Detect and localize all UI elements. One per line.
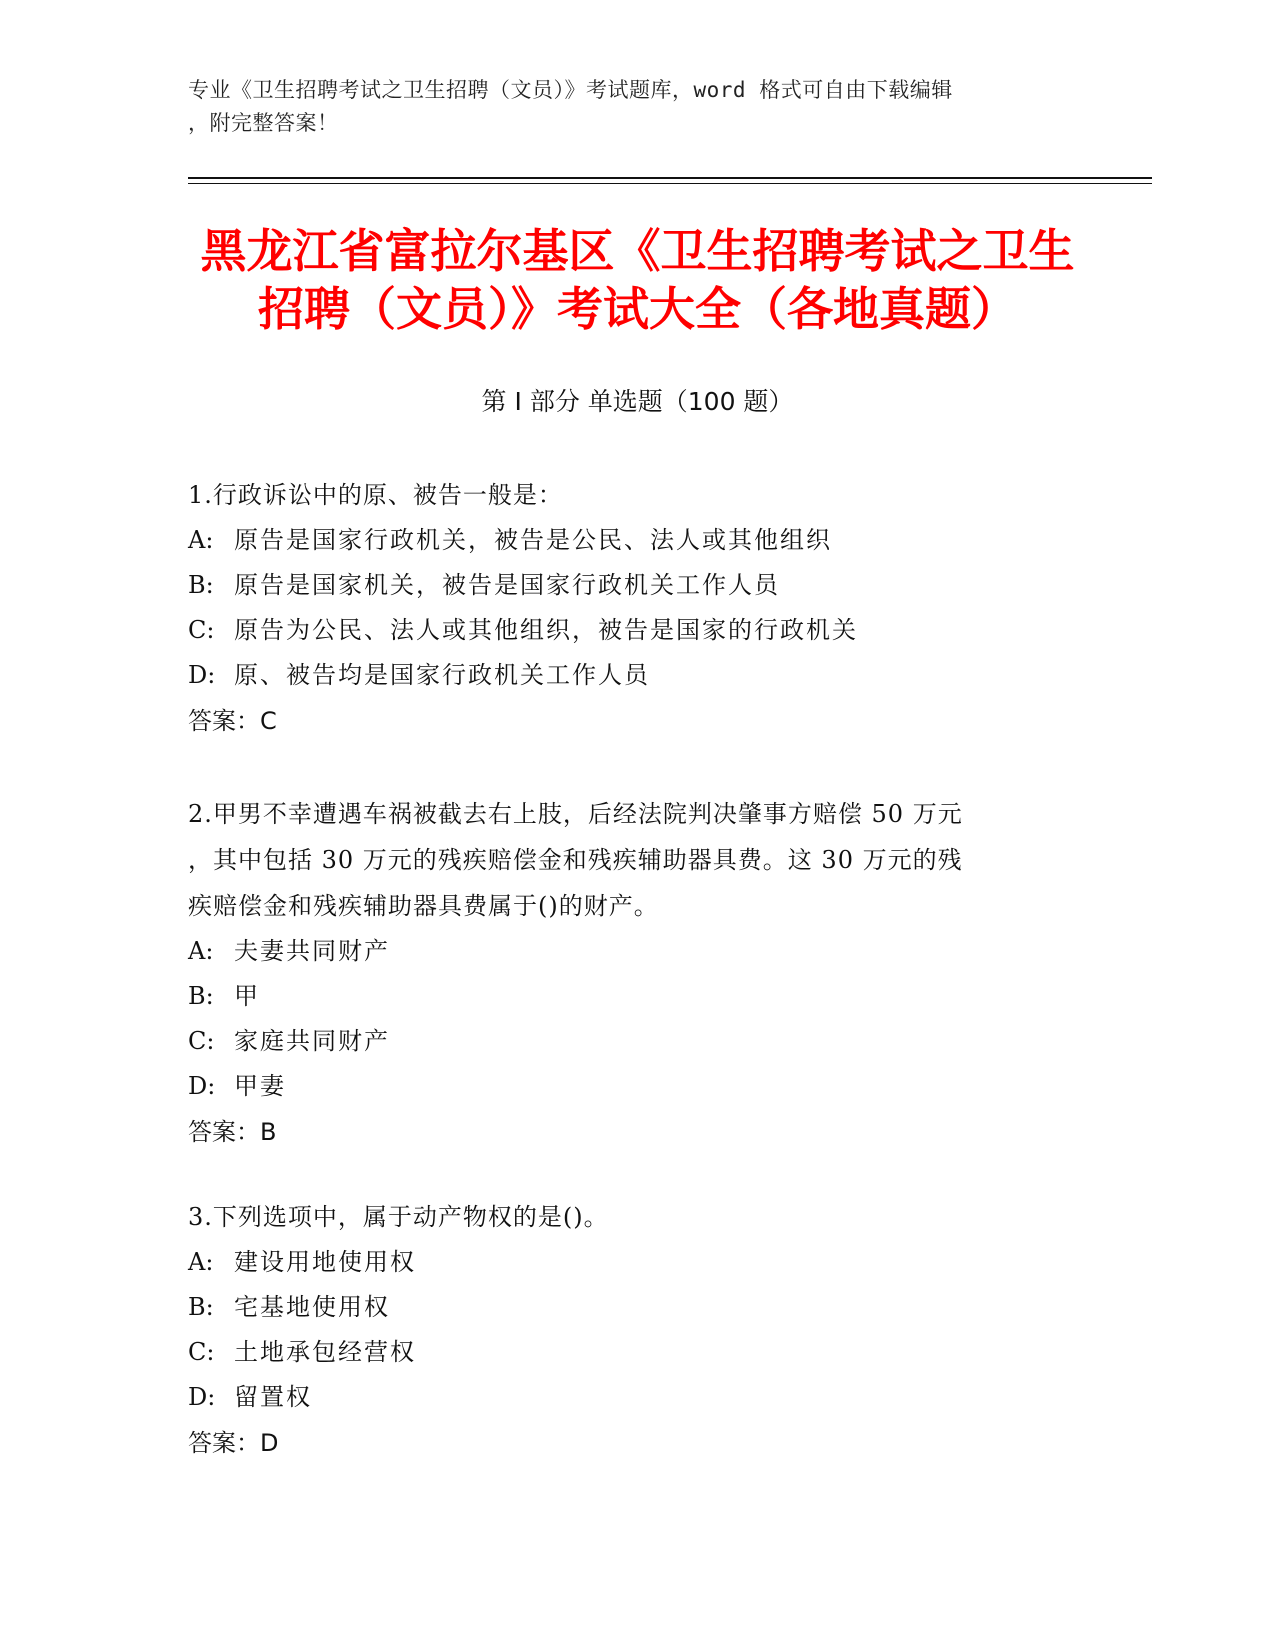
question-3 [188, 1194, 1088, 1466]
question-stem-line: 疾赔偿金和残疾辅助器具费属于()的财产。 [188, 892, 659, 920]
question-stem: 1.行政诉讼中的原、被告一般是： [188, 481, 563, 509]
option-d [188, 653, 1088, 698]
option-b [188, 1285, 1088, 1330]
option-letter: A: [188, 526, 214, 554]
option-letter: B: [188, 1293, 214, 1321]
intro-line: 专业《卫生招聘考试之卫生招聘（文员）》考试题库，word 格式可自由下载编辑 [188, 78, 953, 102]
intro-line: ，附完整答案！ [188, 111, 339, 135]
option-text: 土地承包经营权 [234, 1338, 416, 1366]
option-letter: B: [188, 982, 214, 1010]
option-b [188, 974, 1088, 1019]
title-line: 招聘（文员）》考试大全（各地真题） [258, 282, 1017, 336]
option-text: 宅基地使用权 [234, 1293, 390, 1321]
option-c [188, 608, 1088, 653]
intro-text [188, 74, 1068, 140]
option-letter: D: [188, 1383, 216, 1411]
question-2 [188, 791, 1088, 1155]
header-rule-thin [188, 183, 1152, 184]
option-text: 原告为公民、法人或其他组织，被告是国家的行政机关 [234, 616, 858, 644]
option-letter: C: [188, 1027, 215, 1055]
answer: 答案：D [188, 1429, 279, 1457]
answer: 答案：C [188, 707, 277, 735]
question-stem-line: 2.甲男不幸遭遇车祸被截去右上肢，后经法院判决肇事方赔偿 50 万元 [188, 800, 963, 828]
option-d [188, 1064, 1088, 1109]
option-text: 原告是国家行政机关，被告是公民、法人或其他组织 [234, 526, 832, 554]
option-letter: C: [188, 616, 215, 644]
option-c [188, 1330, 1088, 1375]
option-letter: D: [188, 661, 216, 689]
option-letter: D: [188, 1072, 216, 1100]
option-text: 甲 [234, 982, 260, 1010]
header-rule-thick [188, 177, 1152, 179]
document-title [150, 222, 1125, 338]
option-text: 建设用地使用权 [234, 1248, 416, 1276]
answer: 答案：B [188, 1118, 277, 1146]
question-stem: 3.下列选项中，属于动产物权的是()。 [188, 1203, 609, 1231]
option-text: 夫妻共同财产 [234, 937, 390, 965]
option-a [188, 518, 1088, 563]
option-letter: B: [188, 571, 214, 599]
question-1 [188, 472, 1088, 744]
option-text: 原、被告均是国家行政机关工作人员 [234, 661, 650, 689]
option-a [188, 1240, 1088, 1285]
option-letter: A: [188, 1248, 214, 1276]
option-d [188, 1375, 1088, 1420]
option-c [188, 1019, 1088, 1064]
option-b [188, 563, 1088, 608]
option-a [188, 929, 1088, 974]
question-stem-line: ，其中包括 30 万元的残疾赔偿金和残疾辅助器具费。这 30 万元的残 [188, 846, 963, 874]
title-line: 黑龙江省富拉尔基区《卫生招聘考试之卫生 [200, 224, 1075, 278]
option-letter: C: [188, 1338, 215, 1366]
option-letter: A: [188, 937, 214, 965]
option-text: 原告是国家机关，被告是国家行政机关工作人员 [234, 571, 780, 599]
option-text: 留置权 [234, 1383, 312, 1411]
option-text: 家庭共同财产 [234, 1027, 390, 1055]
option-text: 甲妻 [234, 1072, 286, 1100]
section-title: 第 I 部分 单选题（100 题） [481, 387, 794, 416]
